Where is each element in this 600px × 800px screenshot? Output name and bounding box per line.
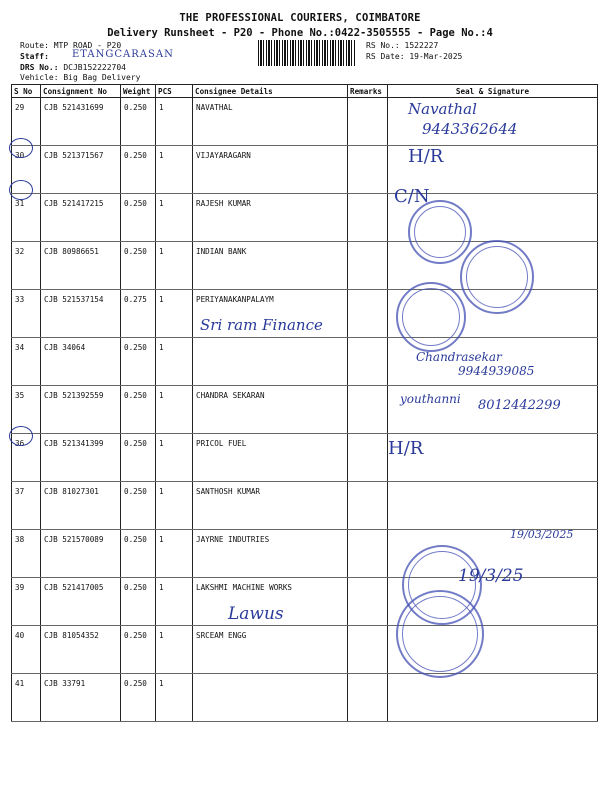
cell-sno: 30 (12, 146, 41, 194)
cell-consignee: PERIYANAKANPALAYM (193, 290, 348, 338)
cell-consignee: JAYRNE INDUTRIES (193, 530, 348, 578)
cell-weight: 0.250 (121, 674, 156, 722)
cell-cn: CJB 521341399 (41, 434, 121, 482)
cell-weight: 0.250 (121, 386, 156, 434)
cell-consignee (193, 674, 348, 722)
cell-consignee (193, 338, 348, 386)
handwritten-signature: Sri ram Finance (200, 316, 323, 334)
cell-weight: 0.250 (121, 578, 156, 626)
cell-cn: CJB 521570089 (41, 530, 121, 578)
cell-pcs: 1 (156, 578, 193, 626)
cell-signature (388, 482, 598, 530)
cell-cn: CJB 81027301 (41, 482, 121, 530)
vehicle-value: Big Bag Delivery (63, 73, 141, 82)
cell-pcs: 1 (156, 146, 193, 194)
handwritten-remark: H/R (408, 146, 444, 167)
cell-consignee: SRCEAM ENGG (193, 626, 348, 674)
cell-consignee: NAVATHAL (193, 98, 348, 146)
cell-remarks (348, 194, 388, 242)
seal-stamp (408, 200, 472, 264)
handwritten-remark: C/N (394, 186, 430, 207)
cell-weight: 0.250 (121, 146, 156, 194)
route-value: MTP ROAD - P20 (53, 41, 122, 50)
cell-pcs: 1 (156, 338, 193, 386)
table-header (12, 85, 598, 98)
handwritten-remark: H/R (388, 438, 424, 459)
cell-weight: 0.250 (121, 434, 156, 482)
cell-remarks (348, 674, 388, 722)
pen-circle-mark (9, 426, 33, 446)
cell-cn: CJB 33791 (41, 674, 121, 722)
cell-remarks (348, 242, 388, 290)
cell-pcs: 1 (156, 194, 193, 242)
cell-sno: 32 (12, 242, 41, 290)
col-sno: S No (12, 85, 41, 98)
rs-date-label: RS Date: (366, 52, 405, 61)
table-row (12, 194, 598, 242)
cell-remarks (348, 386, 388, 434)
pen-circle-mark (9, 138, 33, 158)
cell-cn: CJB 521417005 (41, 578, 121, 626)
cell-pcs: 1 (156, 434, 193, 482)
cell-weight: 0.250 (121, 242, 156, 290)
staff-handwritten: ETANGCARASAN (72, 49, 174, 60)
handwritten-signature: Lawus (228, 604, 284, 624)
seal-stamp (460, 240, 534, 314)
handwritten-phone: 8012442299 (478, 398, 561, 413)
cell-remarks (348, 578, 388, 626)
route-label: Route: (20, 41, 49, 50)
rs-no-line (366, 41, 438, 50)
cell-pcs: 1 (156, 674, 193, 722)
table-row (12, 434, 598, 482)
handwritten-signature: Chandrasekar (416, 350, 502, 364)
vehicle-line (20, 73, 140, 82)
col-remarks: Remarks (348, 85, 388, 98)
cell-sno: 29 (12, 98, 41, 146)
cell-cn: CJB 521417215 (41, 194, 121, 242)
table-row (12, 146, 598, 194)
rs-date-line (366, 52, 462, 61)
cell-sno: 33 (12, 290, 41, 338)
cell-remarks (348, 482, 388, 530)
cell-sno: 40 (12, 626, 41, 674)
col-signature: Seal & Signature (388, 85, 598, 98)
cell-consignee: CHANDRA SEKARAN (193, 386, 348, 434)
cell-cn: CJB 521431699 (41, 98, 121, 146)
runsheet-subtitle: Delivery Runsheet - P20 - Phone No.:0422-3505555 - Page No.:4 (107, 27, 493, 39)
col-weight: Weight (121, 85, 156, 98)
drs-label: DRS No.: (20, 63, 59, 72)
cell-sno: 41 (12, 674, 41, 722)
cell-weight: 0.250 (121, 98, 156, 146)
cell-sno: 38 (12, 530, 41, 578)
cell-weight: 0.250 (121, 338, 156, 386)
table-row (12, 626, 598, 674)
handwritten-signature: youthanni (400, 392, 461, 406)
barcode (258, 40, 356, 66)
cell-sno: 34 (12, 338, 41, 386)
cell-weight: 0.250 (121, 530, 156, 578)
cell-sno: 31 (12, 194, 41, 242)
table-row (12, 482, 598, 530)
cell-weight: 0.250 (121, 194, 156, 242)
cell-consignee: VIJAYARAGARN (193, 146, 348, 194)
table-row (12, 338, 598, 386)
cell-sno: 36 (12, 434, 41, 482)
cell-remarks (348, 530, 388, 578)
cell-sno: 35 (12, 386, 41, 434)
handwritten-signature: Navathal (408, 100, 477, 118)
cell-consignee: RAJESH KUMAR (193, 194, 348, 242)
staff-label: Staff: (20, 52, 49, 61)
cell-cn: CJB 521392559 (41, 386, 121, 434)
cell-remarks (348, 290, 388, 338)
seal-stamp (396, 590, 484, 678)
cell-pcs: 1 (156, 290, 193, 338)
cell-pcs: 1 (156, 98, 193, 146)
cell-remarks (348, 434, 388, 482)
cell-consignee: SANTHOSH KUMAR (193, 482, 348, 530)
staff-line (20, 52, 49, 61)
rs-date-value: 19-Mar-2025 (409, 52, 463, 61)
rs-no-label: RS No.: (366, 41, 400, 50)
rs-no-value: 1522227 (404, 41, 439, 50)
cell-weight: 0.275 (121, 290, 156, 338)
cell-pcs: 1 (156, 242, 193, 290)
col-consignment: Consignment No (41, 85, 121, 98)
handwritten-date: 19/03/2025 (510, 528, 574, 541)
table-row (12, 674, 598, 722)
cell-weight: 0.250 (121, 626, 156, 674)
drs-value: DCJB152222704 (63, 63, 126, 72)
handwritten-phone: 9944939085 (458, 364, 535, 378)
cell-consignee: PRICOL FUEL (193, 434, 348, 482)
seal-stamp (396, 282, 466, 352)
cell-cn: CJB 80986651 (41, 242, 121, 290)
cell-remarks (348, 98, 388, 146)
cell-cn: CJB 81054352 (41, 626, 121, 674)
vehicle-label: Vehicle: (20, 73, 59, 82)
cell-sno: 39 (12, 578, 41, 626)
cell-remarks (348, 146, 388, 194)
cell-pcs: 1 (156, 530, 193, 578)
col-pcs: PCS (156, 85, 193, 98)
cell-cn: CJB 521537154 (41, 290, 121, 338)
cell-weight: 0.250 (121, 482, 156, 530)
cell-pcs: 1 (156, 386, 193, 434)
cell-sno: 37 (12, 482, 41, 530)
cell-consignee: LAKSHMI MACHINE WORKS (193, 578, 348, 626)
handwritten-date: 19/3/25 (458, 566, 524, 586)
cell-cn: CJB 34064 (41, 338, 121, 386)
cell-signature (388, 674, 598, 722)
cell-remarks (348, 626, 388, 674)
cell-consignee: INDIAN BANK (193, 242, 348, 290)
col-consignee: Consignee Details (193, 85, 348, 98)
handwritten-phone: 9443362644 (422, 120, 518, 138)
cell-remarks (348, 338, 388, 386)
runsheet-title: THE PROFESSIONAL COURIERS, COIMBATORE (179, 12, 421, 24)
cell-cn: CJB 521371567 (41, 146, 121, 194)
cell-pcs: 1 (156, 482, 193, 530)
pen-circle-mark (9, 180, 33, 200)
cell-pcs: 1 (156, 626, 193, 674)
drs-line (20, 63, 126, 72)
